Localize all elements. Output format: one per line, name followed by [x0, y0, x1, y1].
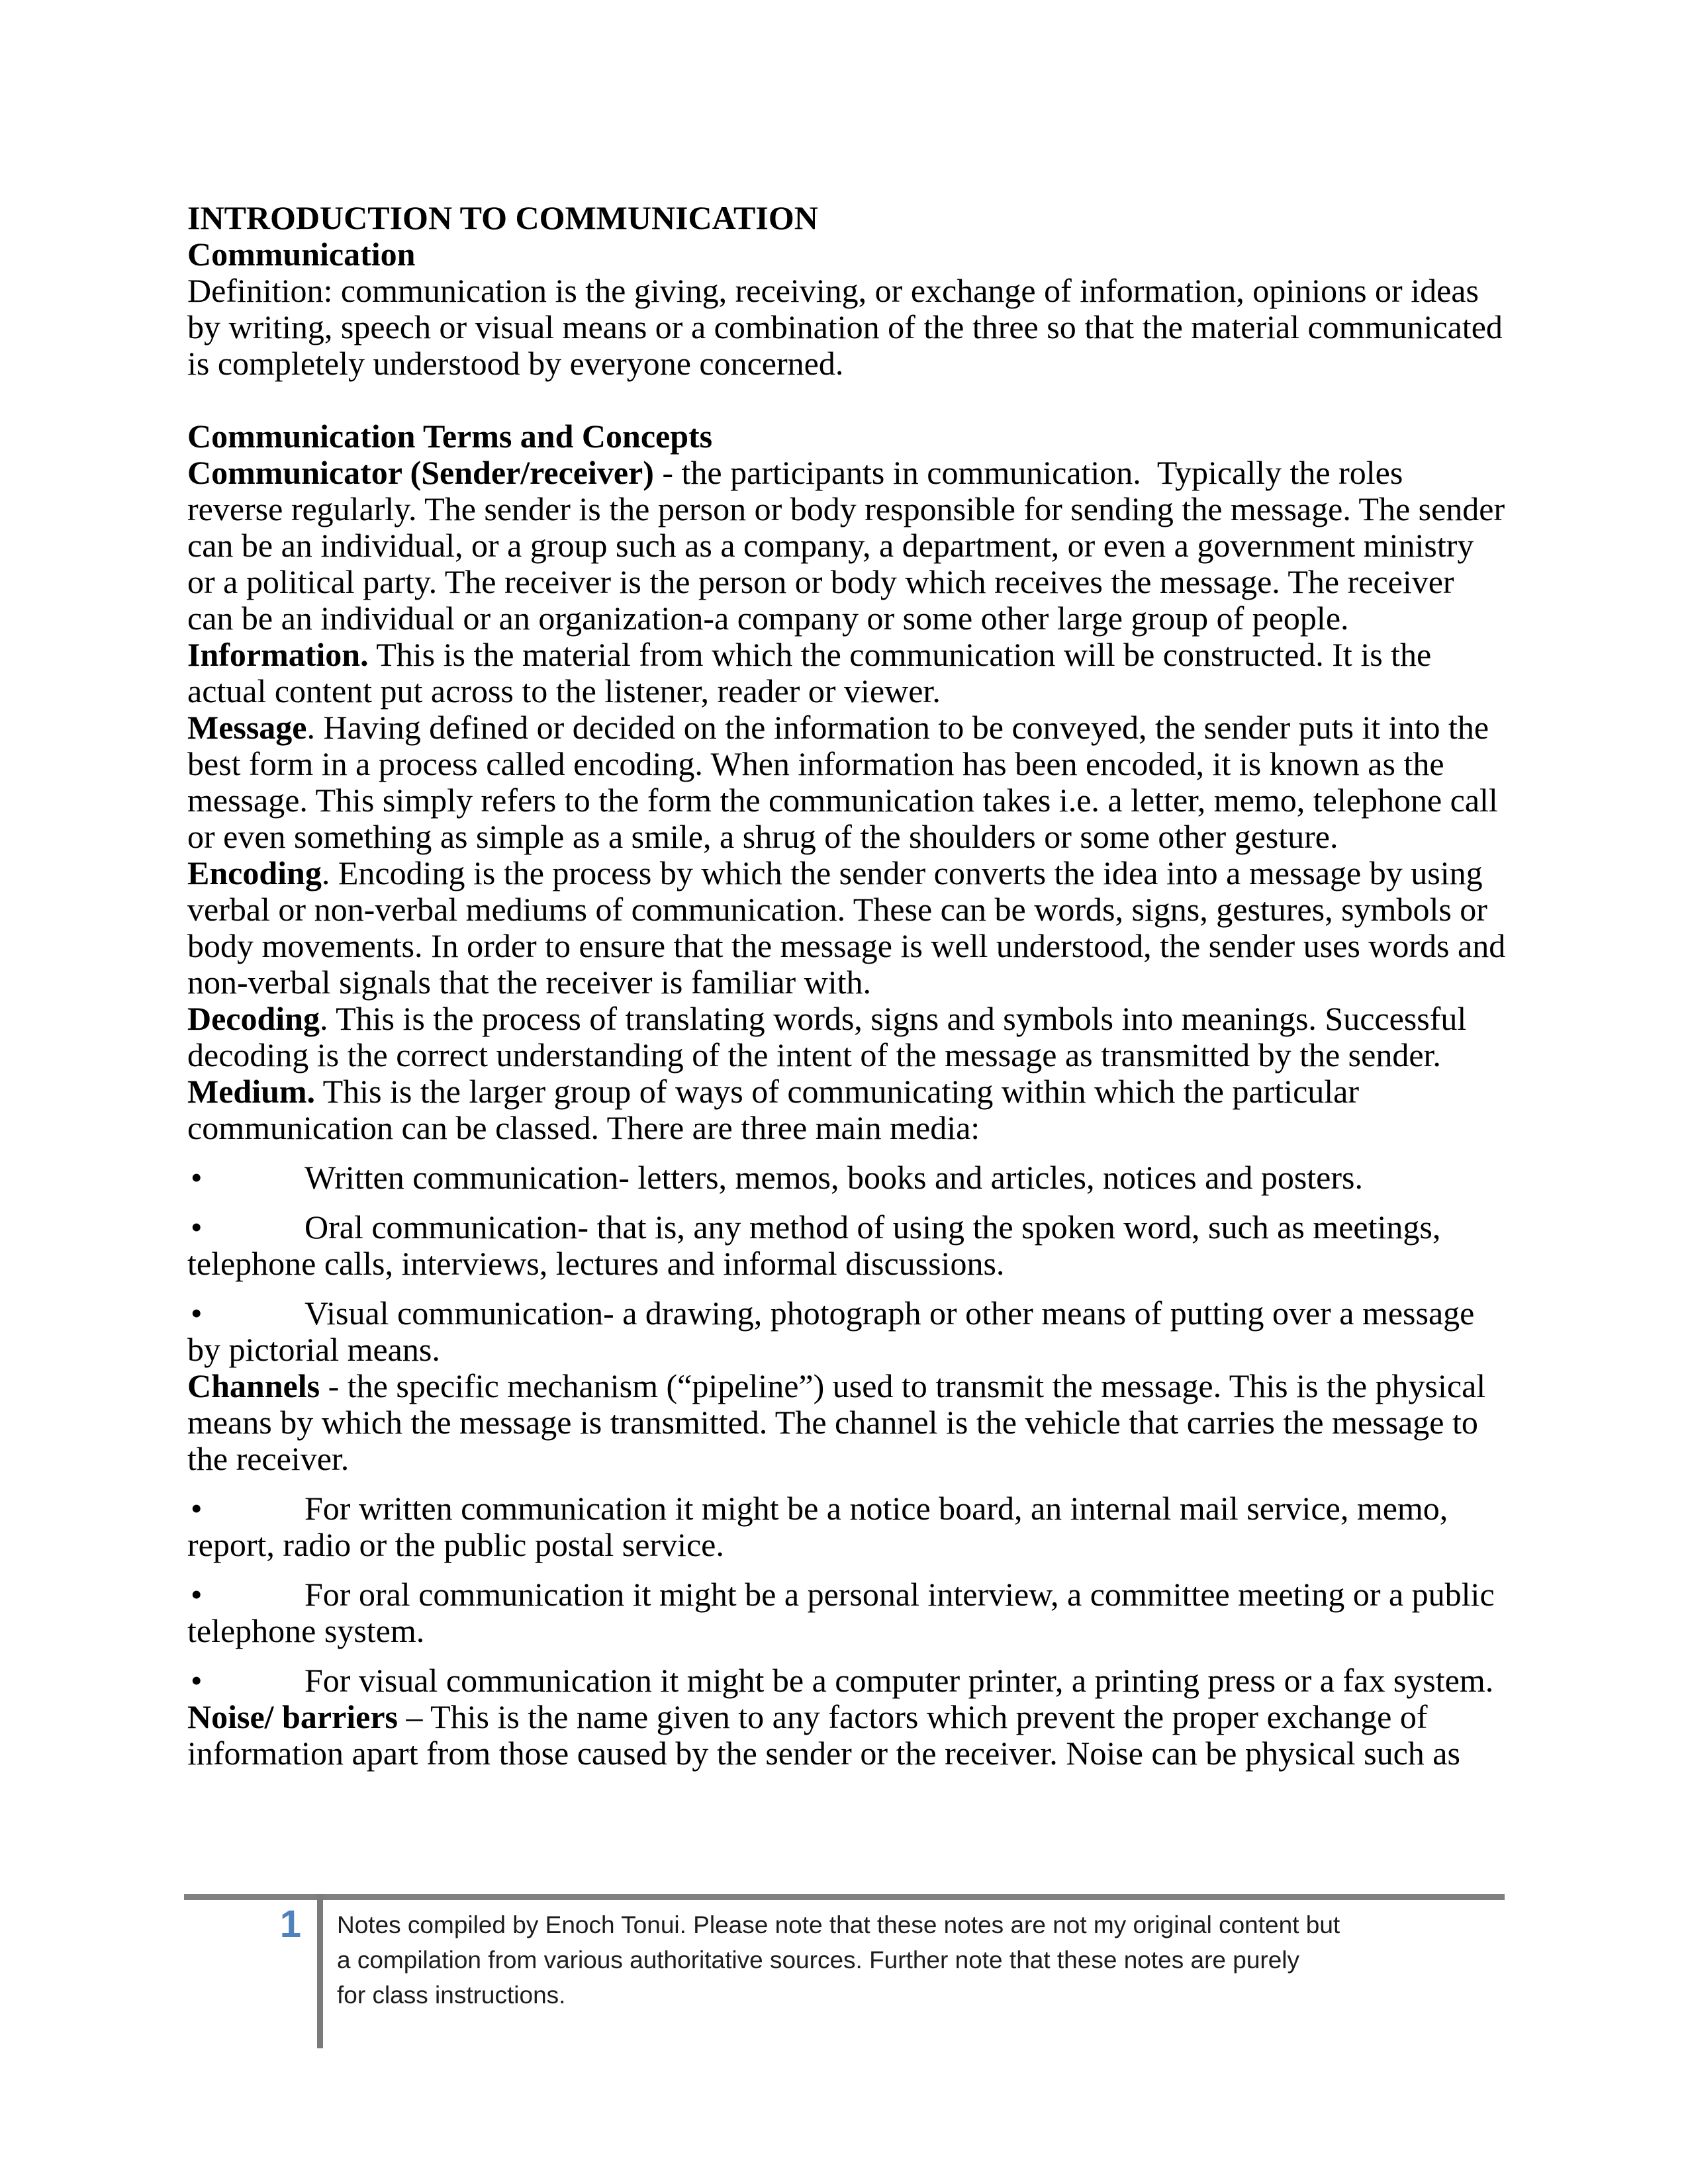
term-decoding-lead: Decoding — [187, 1000, 320, 1037]
bullet-icon: • — [191, 1159, 203, 1196]
term-communicator-lead: Communicator (Sender/receiver) — [187, 454, 654, 491]
channel-bullet-written — [187, 1490, 1506, 1563]
channel-bullet-visual-text: For visual communication it might be a computer printer, a printing press or a fax system. — [305, 1662, 1494, 1699]
term-medium — [187, 1073, 1506, 1146]
bullet-icon: • — [191, 1576, 203, 1613]
blank-line — [187, 382, 1506, 418]
media-bullet-visual-text: Visual communication- a drawing, photograph or other means of putting over a message by pictorial means. — [187, 1295, 1483, 1368]
footer-page-number: 1 — [279, 1903, 301, 1946]
media-bullet-written — [187, 1160, 1506, 1196]
term-noise-lead: Noise/ barriers — [187, 1698, 398, 1735]
footer-note-line: Notes compiled by Enoch Tonui. Please note that these notes are not my original content but — [337, 1911, 1340, 1938]
term-encoding — [187, 854, 1514, 1001]
media-bullet-oral — [187, 1209, 1506, 1282]
definition-paragraph: Definition: communication is the giving, receiving, or exchange of information, opinions or ideas by writing, speech or visual means or a combination of the three so that the material communicated is completely understood by everyone concerned. — [187, 272, 1511, 382]
term-encoding-text: . Encoding is the process by which the sender converts the idea into a message by using verbal or non-verbal mediums of communication. These can be words, signs, gestures, symbols or body movements. In order to ensure that the message is well understood, the sender uses words and non-verbal signals that the receiver is familiar with. — [187, 854, 1514, 1001]
term-noise — [187, 1699, 1506, 1772]
intro-heading: Communication — [187, 236, 416, 273]
document-title: INTRODUCTION TO COMMUNICATION — [187, 199, 818, 236]
media-bullet-oral-text: Oral communication- that is, any method of using the spoken word, such as meetings, telephone calls, interviews, lectures and informal discussions. — [187, 1208, 1449, 1282]
term-communicator-text: - the participants in communication. Typically the roles reverse regularly. The sender is the person or body responsible for sending the message. The sender can be an individual, or a group such as a company, a department, or even a government ministry or a political party. The receiver is the person or body which receives the message. The receiver can be an individual or an organization-a company or some other large group of people. — [187, 454, 1513, 637]
channel-bullet-visual — [187, 1662, 1506, 1699]
term-decoding — [187, 1001, 1506, 1073]
channel-bullet-written-text: For written communication it might be a notice board, an internal mail service, memo, report, radio or the public postal service. — [187, 1490, 1456, 1563]
term-channels-text: - the specific mechanism (“pipeline”) used to transmit the message. This is the physical means by which the message is transmitted. The channel is the vehicle that carries the message to the receiver. — [187, 1367, 1494, 1477]
term-information-lead: Information. — [187, 636, 369, 673]
term-noise-text: – This is the name given to any factors which prevent the proper exchange of information apart from those caused by the sender or the receiver. Noise can be physical such as — [187, 1698, 1460, 1772]
section-heading: Communication Terms and Concepts — [187, 418, 713, 455]
footer-note — [337, 1907, 1502, 2013]
term-channels-lead: Channels — [187, 1367, 320, 1404]
bullet-icon: • — [191, 1295, 203, 1332]
media-bullet-visual — [187, 1295, 1506, 1368]
media-bullet-written-text: Written communication- letters, memos, books and articles, notices and posters. — [305, 1159, 1363, 1196]
term-medium-lead: Medium. — [187, 1073, 316, 1110]
term-encoding-lead: Encoding — [187, 854, 322, 891]
term-medium-text: This is the larger group of ways of communicating within which the particular communication can be classed. There are three main media: — [187, 1073, 1368, 1146]
bullet-icon: • — [191, 1662, 203, 1699]
term-channels — [187, 1368, 1506, 1477]
channel-bullet-oral — [187, 1576, 1506, 1649]
term-decoding-text: . This is the process of translating words, signs and symbols into meanings. Successful decoding is the correct understanding of the intent of the message as transmitted by the sender. — [187, 1000, 1475, 1073]
footer-note-line: a compilation from various authoritative sources. Further note that these notes are purely — [337, 1946, 1300, 1974]
footer-separator-bar — [317, 1894, 323, 2048]
footer-rule — [184, 1894, 1505, 1900]
channel-bullet-oral-text: For oral communication it might be a personal interview, a committee meeting or a public telephone system. — [187, 1576, 1503, 1649]
term-message — [187, 709, 1506, 855]
term-message-text: . Having defined or decided on the information to be conveyed, the sender puts it into the best form in a process called encoding. When information has been encoded, it is known as the message. This simply refers to the form the communication takes i.e. a letter, memo, telephone call or even something as simple as a smile, a shrug of the shoulders or some other gesture. — [187, 709, 1507, 855]
term-communicator — [187, 454, 1513, 637]
term-message-lead: Message — [187, 709, 307, 746]
bullet-icon: • — [191, 1490, 203, 1527]
footer-note-line: for class instructions. — [337, 1981, 566, 2009]
term-information — [187, 637, 1506, 709]
bullet-icon: • — [191, 1208, 203, 1246]
document-body — [187, 199, 1514, 1772]
term-information-text: This is the material from which the communication will be constructed. It is the actual content put across to the listener, reader or viewer. — [187, 636, 1440, 709]
